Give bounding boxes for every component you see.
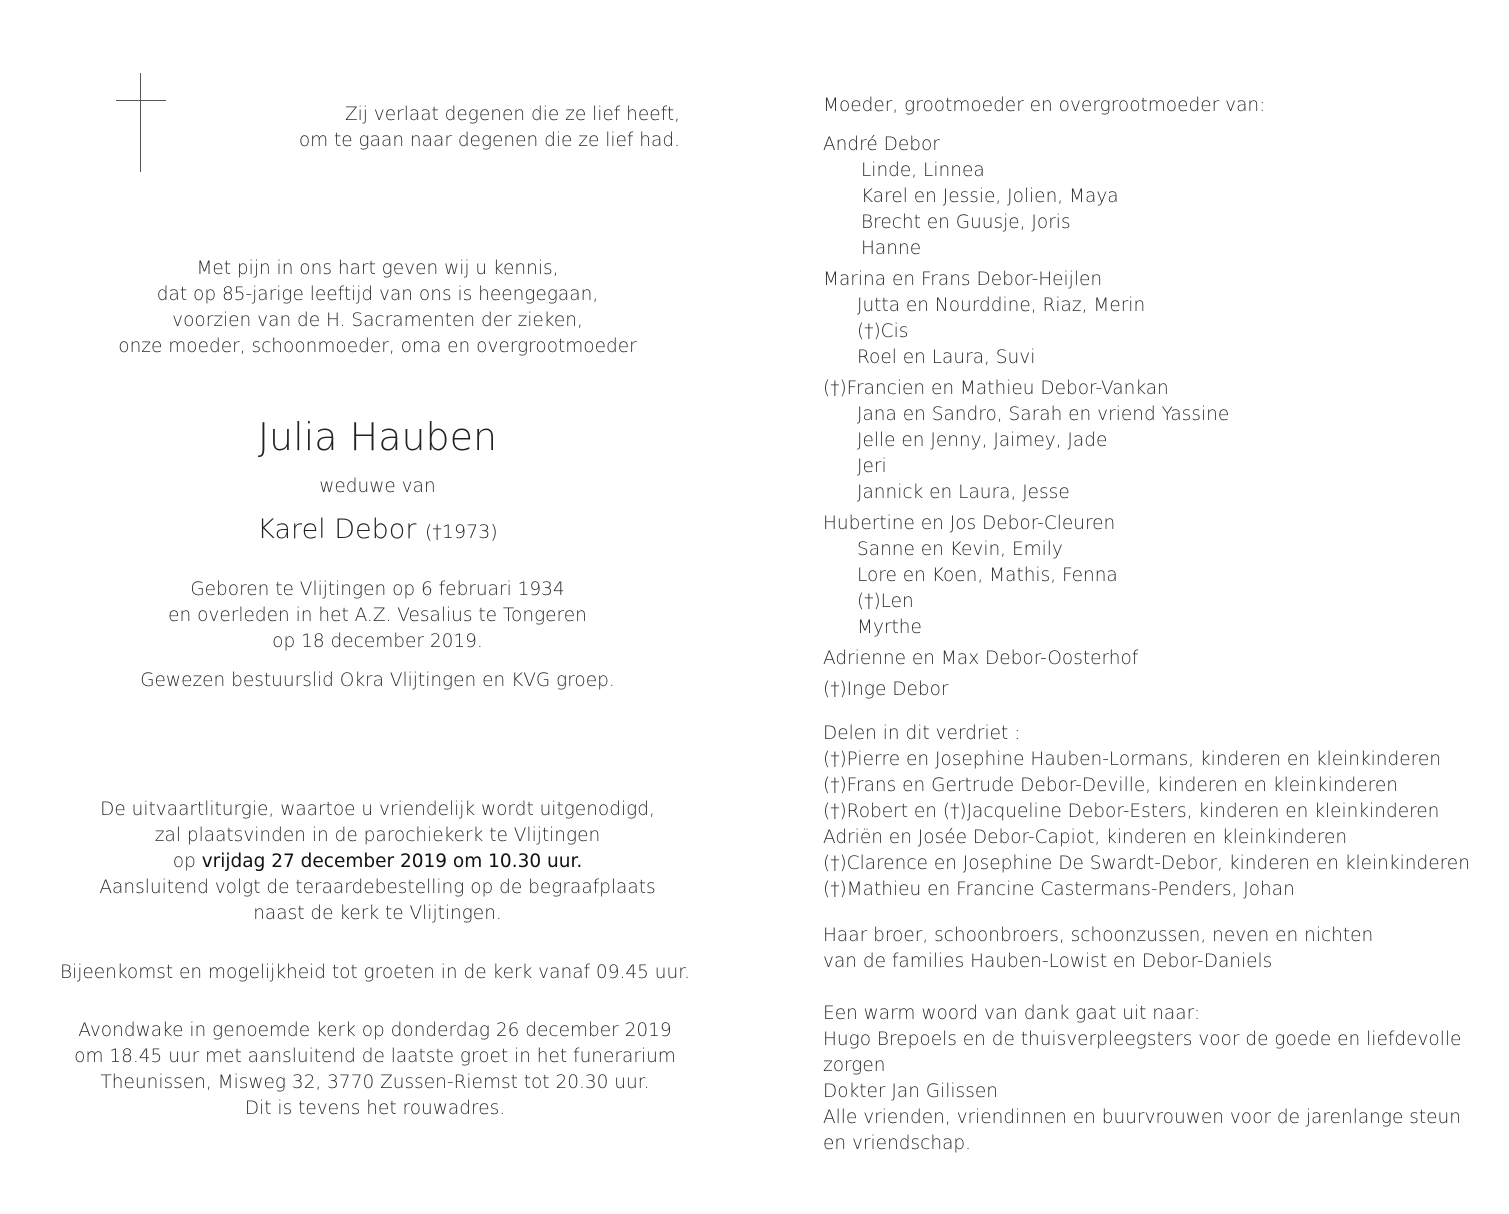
funeral-date: vrijdag 27 december 2019 om 10.30 uur. — [201, 851, 583, 872]
sharing-line: (†)Mathieu en Francine Castermans-Penders, Johan — [823, 879, 1295, 900]
board-member-line — [40, 668, 715, 694]
family-head: (†)Inge Debor — [823, 679, 949, 700]
relatives-line: van de families Hauben-Lowist en Debor-Daniels — [823, 951, 1273, 972]
family-group — [823, 511, 1483, 641]
funeral-line: zal plaatsvinden in de parochiekerk te Vlijtingen — [154, 825, 601, 846]
family-group — [823, 267, 1483, 371]
thanks-line: Alle vrienden, vriendinnen en buurvrouwen voor de jarenlange steun — [823, 1107, 1461, 1128]
board-member-text: Gewezen bestuurslid Okra Vlijtingen en KVG groep. — [140, 670, 615, 691]
announcement-line: onze moeder, schoonmoeder, oma en overgrootmoeder — [118, 336, 637, 357]
quote-line: om te gaan naar degenen die ze lief had. — [298, 130, 680, 151]
funeral-line: naast de kerk te Vlijtingen. — [253, 903, 502, 924]
family-member: Jannick en Laura, Jesse — [857, 482, 1070, 503]
deceased-name: Julia Hauben — [257, 415, 498, 459]
funeral-line: Aansluitend volgt de teraardebestelling op de begraafplaats — [99, 877, 656, 898]
funeral-info — [40, 797, 715, 927]
family-heading — [823, 93, 1483, 119]
family-heading-text: Moeder, grootmoeder en overgrootmoeder van: — [823, 95, 1266, 116]
thanks-line: Dokter Jan Gilissen — [823, 1081, 998, 1102]
gathering-text: Bijeenkomst en mogelijkheid tot groeten in de kerk vanaf 09.45 uur. — [59, 962, 691, 983]
wake-line: Theunissen, Misweg 32, 3770 Zussen-Riemst tot 20.30 uur. — [100, 1072, 650, 1093]
spouse-year: (†1973) — [425, 521, 498, 543]
family-member: Lore en Koen, Mathis, Fenna — [857, 565, 1118, 586]
widow-of-label: weduwe van — [319, 476, 436, 497]
wake-line: Dit is tevens het rouwadres. — [244, 1098, 506, 1119]
wake-line: om 18.45 uur met aansluitend de laatste groet in het funerarium — [74, 1046, 676, 1067]
sharing-section — [823, 721, 1483, 903]
announcement — [40, 256, 715, 360]
family-member: Jana en Sandro, Sarah en vriend Yassine — [857, 404, 1230, 425]
wake-line: Avondwake in genoemde kerk op donderdag 26 december 2019 — [78, 1020, 672, 1041]
spouse-name: Karel Debor — [257, 514, 417, 545]
family-member: Sanne en Kevin, Emily — [857, 539, 1063, 560]
family-member: Myrthe — [857, 617, 922, 638]
family-member: Linde, Linnea — [861, 160, 985, 181]
birth-line: op 18 december 2019. — [272, 631, 483, 652]
thanks-section — [823, 1001, 1483, 1157]
sharing-heading: Delen in dit verdriet : — [823, 723, 1021, 744]
family-member: (†)Len — [857, 591, 914, 612]
family-member: Brecht en Guusje, Joris — [861, 212, 1071, 233]
family-member: (†)Cis — [857, 321, 909, 342]
thanks-heading: Een warm woord van dank gaat uit naar: — [823, 1003, 1201, 1024]
family-group — [823, 376, 1483, 506]
family-group — [823, 132, 1483, 262]
birth-line: Geboren te Vlijtingen op 6 februari 1934 — [190, 579, 565, 600]
funeral-date-line — [40, 849, 715, 875]
family-member: Roel en Laura, Suvi — [857, 347, 1036, 368]
birth-line: en overleden in het A.Z. Vesalius te Tongeren — [168, 605, 587, 626]
announcement-line: Met pijn in ons hart geven wij u kennis, — [196, 258, 559, 279]
funeral-date-prefix: op — [172, 851, 202, 872]
sharing-line: (†)Robert en (†)Jacqueline Debor-Esters, kinderen en kleinkinderen — [823, 801, 1440, 822]
funeral-line: De uitvaartliturgie, waartoe u vriendelijk wordt uitgenodigd, — [100, 799, 655, 820]
announcement-line: voorzien van de H. Sacramenten der zieken, — [172, 310, 583, 331]
sharing-line: (†)Pierre en Josephine Hauben-Lormans, kinderen en kleinkinderen — [823, 749, 1441, 770]
cross-icon — [140, 73, 141, 172]
thanks-line: zorgen — [823, 1055, 886, 1076]
thanks-line: Hugo Brepoels en de thuisverpleegsters voor de goede en liefdevolle — [823, 1029, 1462, 1050]
family-group — [823, 646, 1483, 672]
spouse-line — [40, 510, 715, 552]
cross-icon-bar — [116, 100, 166, 101]
family-member: Jutta en Nourddine, Riaz, Merin — [857, 295, 1146, 316]
announcement-line: dat op 85-jarige leeftijd van ons is heengegaan, — [156, 284, 599, 305]
memorial-quote — [200, 102, 680, 154]
family-member: Karel en Jessie, Jolien, Maya — [861, 186, 1119, 207]
family-member: Jelle en Jenny, Jaimey, Jade — [857, 430, 1108, 451]
family-member: Hanne — [861, 238, 922, 259]
sharing-line: Adriën en Josée Debor-Capiot, kinderen en kleinkinderen — [823, 827, 1348, 848]
family-head: Adrienne en Max Debor-Oosterhof — [823, 648, 1139, 669]
family-group — [823, 677, 1483, 703]
relatives-section — [823, 923, 1483, 975]
family-member: Jeri — [857, 456, 887, 477]
family-head: (†)Francien en Mathieu Debor-Vankan — [823, 378, 1169, 399]
sharing-line: (†)Frans en Gertrude Debor-Deville, kinderen en kleinkinderen — [823, 775, 1398, 796]
thanks-line: en vriendschap. — [823, 1133, 972, 1154]
birth-death-info — [40, 577, 715, 655]
wake-info — [40, 1018, 710, 1122]
quote-line: Zij verlaat degenen die ze lief heeft, — [344, 104, 680, 125]
family-head: André Debor — [823, 134, 940, 155]
family-head: Marina en Frans Debor-Heijlen — [823, 269, 1103, 290]
family-head: Hubertine en Jos Debor-Cleuren — [823, 513, 1116, 534]
sharing-line: (†)Clarence en Josephine De Swardt-Debor, kinderen en kleinkinderen — [823, 853, 1470, 874]
gathering-info — [40, 960, 710, 986]
relatives-line: Haar broer, schoonbroers, schoonzussen, neven en nichten — [823, 925, 1374, 946]
